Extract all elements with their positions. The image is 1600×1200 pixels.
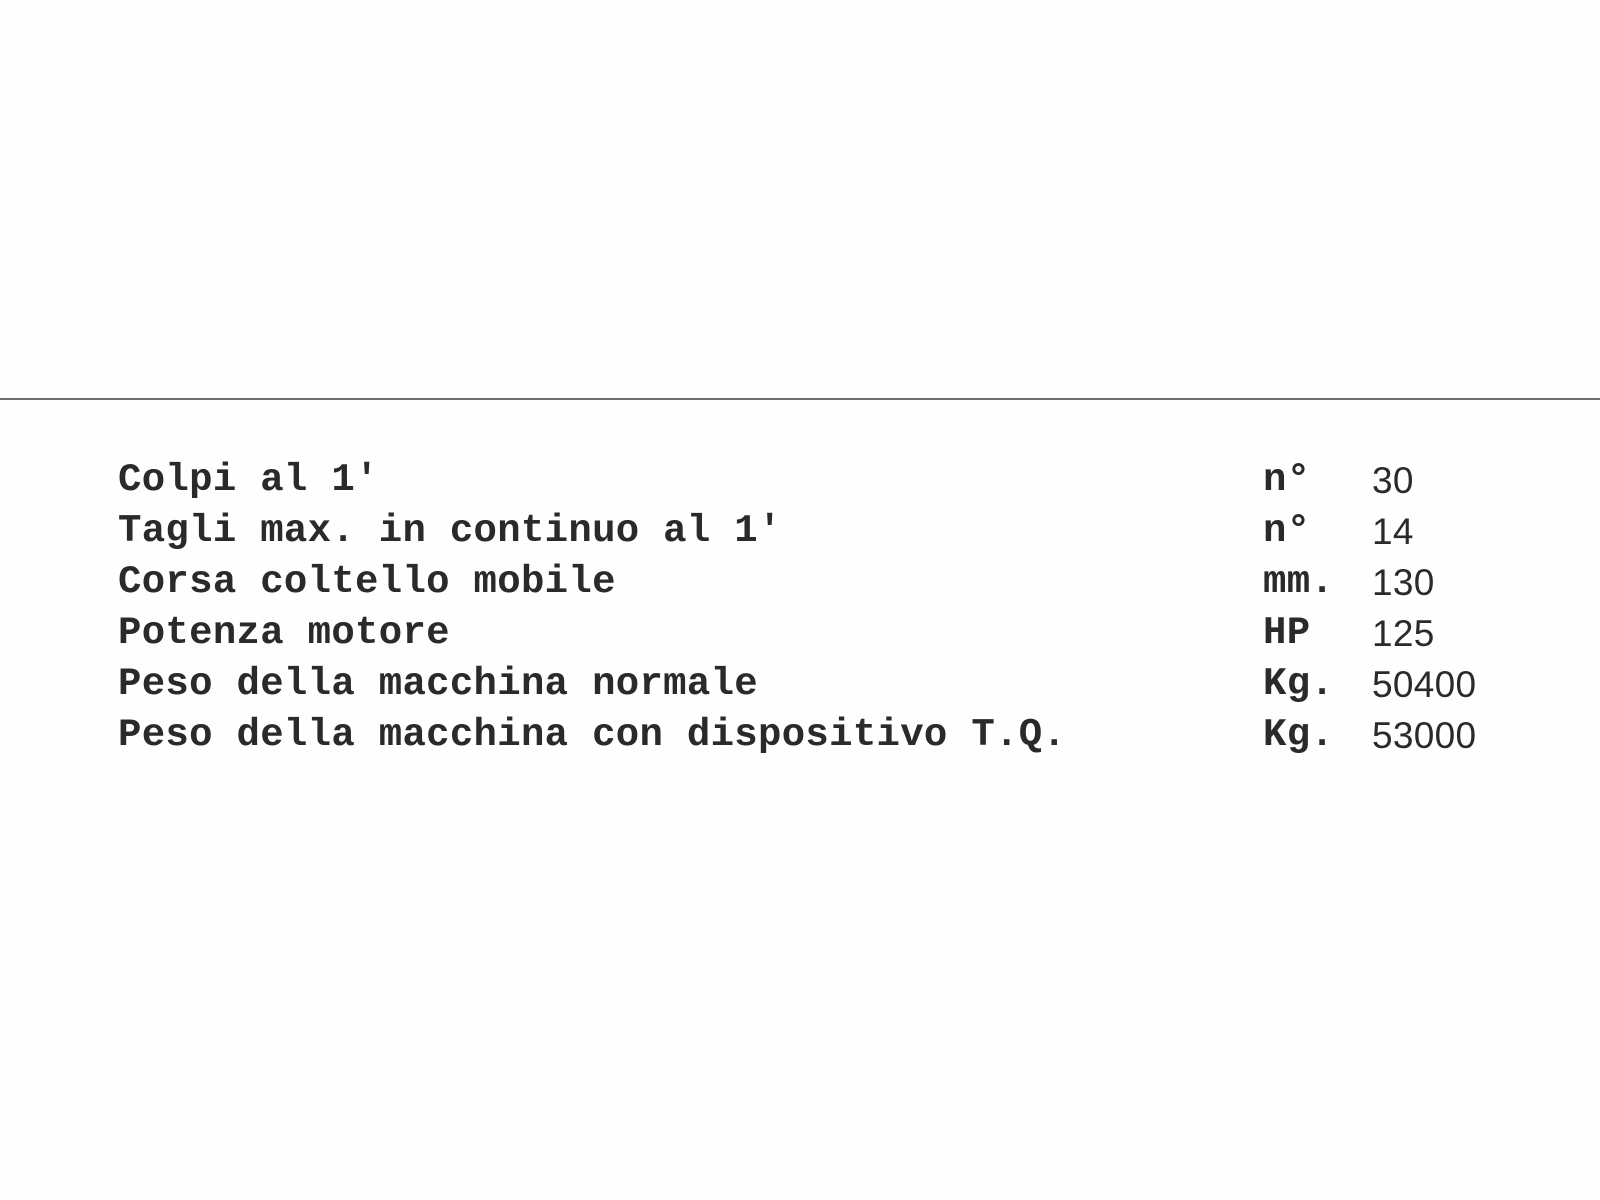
spec-unit: Kg. xyxy=(1263,713,1335,757)
spec-value: 53000 xyxy=(1372,715,1477,756)
spec-unit: mm. xyxy=(1263,560,1335,604)
spec-list xyxy=(0,455,1600,761)
spec-row-max-cuts xyxy=(0,506,1600,557)
spec-value: 50400 xyxy=(1372,664,1477,705)
spec-value: 125 xyxy=(1372,613,1435,654)
spec-row-blade-stroke xyxy=(0,557,1600,608)
spec-row-motor-power xyxy=(0,608,1600,659)
spec-unit: HP xyxy=(1263,611,1311,655)
spec-label: Colpi al 1' xyxy=(118,458,379,502)
spec-row-strokes xyxy=(0,455,1600,506)
spec-value: 130 xyxy=(1372,562,1435,603)
spec-unit: n° xyxy=(1263,458,1311,502)
spec-value: 14 xyxy=(1372,511,1414,552)
spec-label: Peso della macchina normale xyxy=(118,662,759,706)
spec-label: Peso della macchina con dispositivo T.Q. xyxy=(118,713,1067,757)
spec-label: Tagli max. in continuo al 1' xyxy=(118,509,782,553)
horizontal-rule xyxy=(0,398,1600,400)
spec-value: 30 xyxy=(1372,460,1414,501)
spec-unit: Kg. xyxy=(1263,662,1335,706)
spec-row-weight-normal xyxy=(0,659,1600,710)
spec-unit: n° xyxy=(1263,509,1311,553)
spec-row-weight-tq xyxy=(0,710,1600,761)
spec-label: Corsa coltello mobile xyxy=(118,560,616,604)
spec-label: Potenza motore xyxy=(118,611,450,655)
